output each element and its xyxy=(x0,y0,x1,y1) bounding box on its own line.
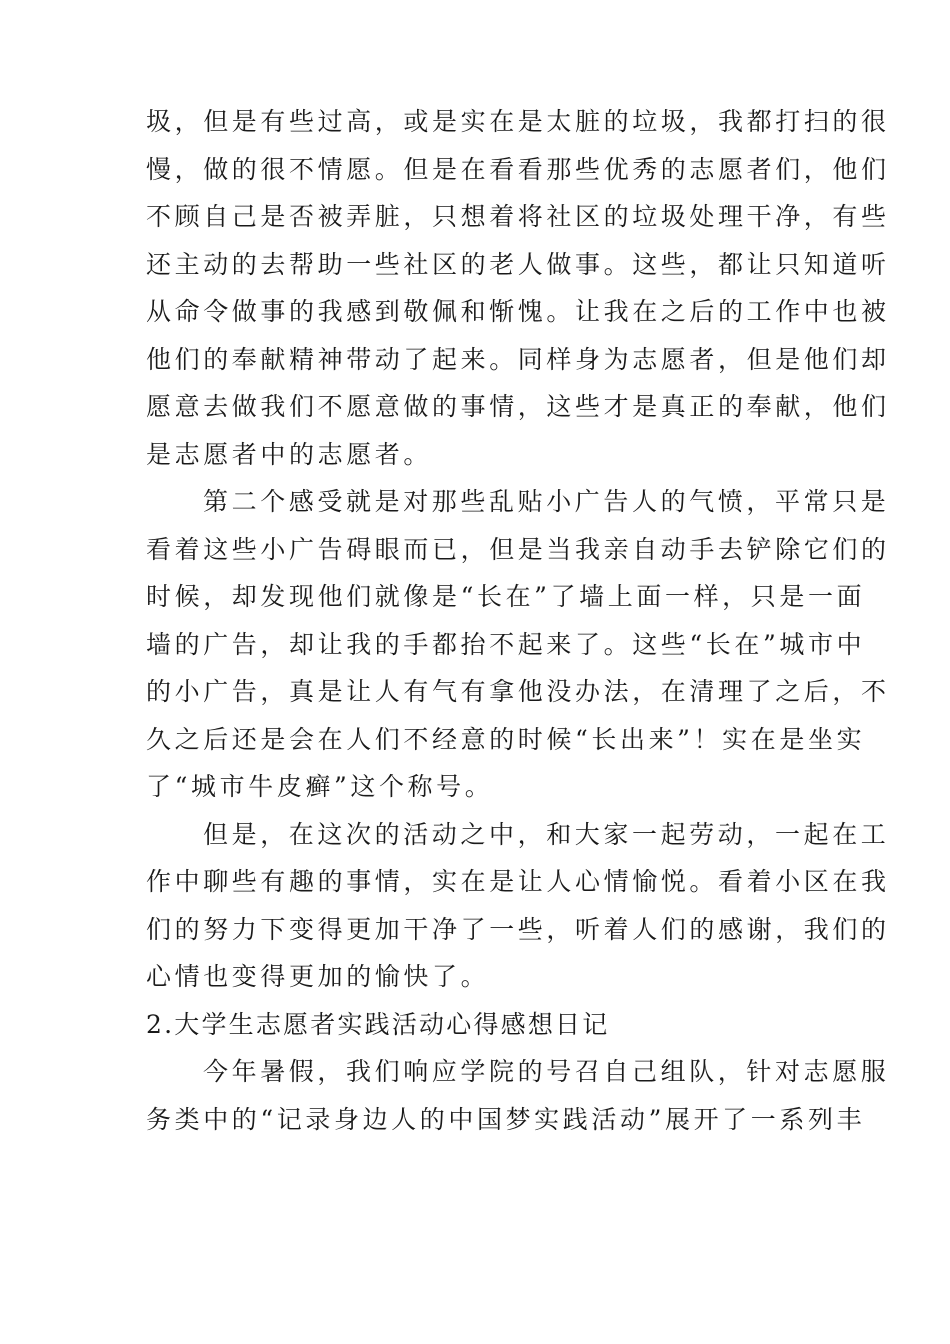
text-line: 时候，却发现他们就像是“长在”了墙上面一样，只是一面 xyxy=(146,582,866,611)
text-line: 慢，做的很不情愿。但是在看看那些优秀的志愿者们，他们 xyxy=(146,154,890,184)
document-body xyxy=(146,98,890,1143)
text-line: 圾，但是有些过高，或是实在是太脏的垃圾，我都打扫的很 xyxy=(146,107,890,136)
text-line: 看着这些小广告碍眼而已，但是当我亲自动手去铲除它们的 xyxy=(146,534,890,564)
text-line: 们的努力下变得更加干净了一些，听着人们的感谢，我们的 xyxy=(146,914,890,944)
text-line: 从命令做事的我感到敬佩和惭愧。让我在之后的工作中也被 xyxy=(146,297,890,326)
text-line: 愿意去做我们不愿意做的事情，这些才是真正的奉献，他们 xyxy=(146,392,890,421)
text-line: 墙的广告，却让我的手都抬不起来了。这些“长在”城市中 xyxy=(146,629,866,659)
text-line: 今年暑假，我们响应学院的号召自己组队，针对志愿服 xyxy=(203,1057,890,1086)
text-line: 是志愿者中的志愿者。 xyxy=(146,439,433,469)
text-line: 他们的奉献精神带动了起来。同样身为志愿者，但是他们却 xyxy=(146,344,890,374)
text-line: 不顾自己是否被弄脏，只想着将社区的垃圾处理干净，有些 xyxy=(146,202,890,231)
text-line: 了“城市牛皮癣”这个称号。 xyxy=(146,772,494,801)
text-line: 还主动的去帮助一些社区的老人做事。这些，都让只知道听 xyxy=(146,249,890,279)
text-line: 务类中的“记录身边人的中国梦实践活动”展开了一系列丰 xyxy=(146,1104,866,1134)
text-line: 第二个感受就是对那些乱贴小广告人的气愤，平常只是 xyxy=(203,487,890,516)
section-heading: 2.大学生志愿者实践活动心得感想日记 xyxy=(146,1009,610,1039)
text-line: 心情也变得更加的愉快了。 xyxy=(146,962,490,991)
text-line: 久之后还是会在人们不经意的时候“长出来”！实在是坐实 xyxy=(146,724,866,754)
text-line: 的小广告，真是让人有气有拿他没办法，在清理了之后，不 xyxy=(146,677,890,706)
text-line: 但是，在这次的活动之中，和大家一起劳动，一起在工 xyxy=(203,819,890,849)
text-line: 作中聊些有趣的事情，实在是让人心情愉悦。看着小区在我 xyxy=(146,867,890,896)
